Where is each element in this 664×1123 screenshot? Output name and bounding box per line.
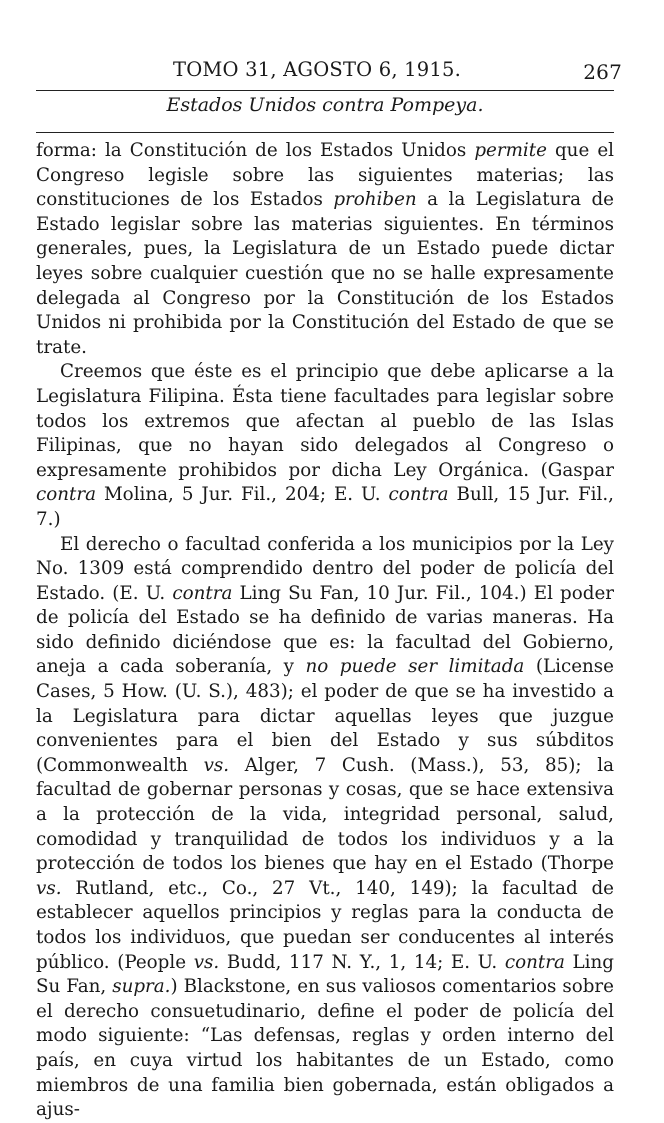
body-text (36, 139, 614, 1123)
running-title-rule (36, 132, 614, 133)
text-run: a la Legislatura de Estado legislar sobre las materias siguientes. En términos generales, pues, la Legislatura de un Estado puede dictar leyes sobre cualquier cuestión que no se halle expresamente delegada al Congreso por la Constitución de los Estados Unidos ni prohibida por la Constitución del Estado de que se trate. (36, 189, 614, 358)
italic-text: no puede ser limitada (305, 656, 525, 678)
text-run: Ling Su Fan, (36, 951, 614, 998)
text-run: Molina, 5 Jur. Fil., 204; E. U. (96, 484, 389, 506)
paragraph (36, 360, 614, 532)
italic-text: contra (172, 582, 233, 604)
italic-text: permite (474, 140, 547, 161)
italic-text: supra. (112, 976, 171, 998)
text-run: Budd, 117 N. Y., 1, 14; E. U. (219, 951, 505, 973)
text-run: Alger, 7 Cush. (Mass.), 53, 85); la facultad de gobernar personas y cosas, que se hace extensiva a la protección de la vida, integridad personal, salud, comodidad y tranquilidad de todos los individuos y a la protección de todos los bienes que hay en el Estado (Thorpe (36, 754, 614, 875)
text-run: Bull, 15 Jur. Fil., 7.) (36, 484, 614, 530)
italic-text: contra (504, 951, 565, 973)
text-run: Ling Su Fan, 10 Jur. Fil., 104.) El poder de policía del Estado se ha definido de varias maneras. Ha sido definido diciéndose que es: la facultad del Gobierno, aneja a cada soberanía, y (36, 582, 615, 678)
page-header (36, 52, 628, 88)
paragraph (36, 533, 614, 1123)
italic-text: vs. (193, 951, 220, 973)
header-rule (36, 90, 614, 91)
italic-text: contra (388, 484, 449, 506)
text-run: El derecho o facultad conferida a los municipios por la Ley No. 1309 está comprendido dentro del poder de policía del Estado. (E. U. (36, 533, 614, 604)
text-run: que el Congreso legisle sobre las siguientes materias; las constituciones de los Estados (36, 140, 614, 211)
text-run: (License Cases, 5 How. (U. S.), 483); el poder de que se ha investido a la Legislatura para dictar aquellas leyes que juzgue convenientes para el bien del Estado y sus súbditos (Commonwealth (36, 656, 614, 776)
header-title: TOMO 31, AGOSTO 6, 1915. (173, 58, 461, 81)
italic-text: contra (36, 484, 97, 506)
italic-text: vs. (36, 877, 62, 899)
text-run: Creemos que éste es el principio que debe aplicarse a la Legislatura Filipina. Ésta tiene facultades para legislar sobre todos los extremos que afectan al pueblo de las Islas Filipinas, que no hayan sido delegados al Congreso o expresamente prohibidos por dicha Ley Orgánica. (Gaspar (36, 361, 614, 481)
running-title: Estados Unidos contra Pompeya. (166, 94, 484, 116)
paragraph (36, 139, 614, 360)
text-run: Rutland, etc., Co., 27 Vt., 140, 149); la facultad de establecer aquellos principios y reglas para la conducta de todos los individuos, que puedan ser conducentes al interés público. (People (36, 877, 614, 973)
text-run: forma: la Constitución de los Estados Unidos (36, 140, 475, 161)
italic-text: vs. (203, 754, 230, 776)
italic-text: prohiben (333, 189, 417, 211)
text-run: ) Blackstone, en sus valiosos comentarios sobre el derecho consuetudinario, define el poder de policía del modo siguiente: “Las defensas, reglas y orden interno del país, en cuya virtud los habitantes de un Estado, como miembros de una familia bien gobernada, están obligados a ajus- (36, 976, 614, 1121)
page-number: 267 (583, 60, 622, 84)
